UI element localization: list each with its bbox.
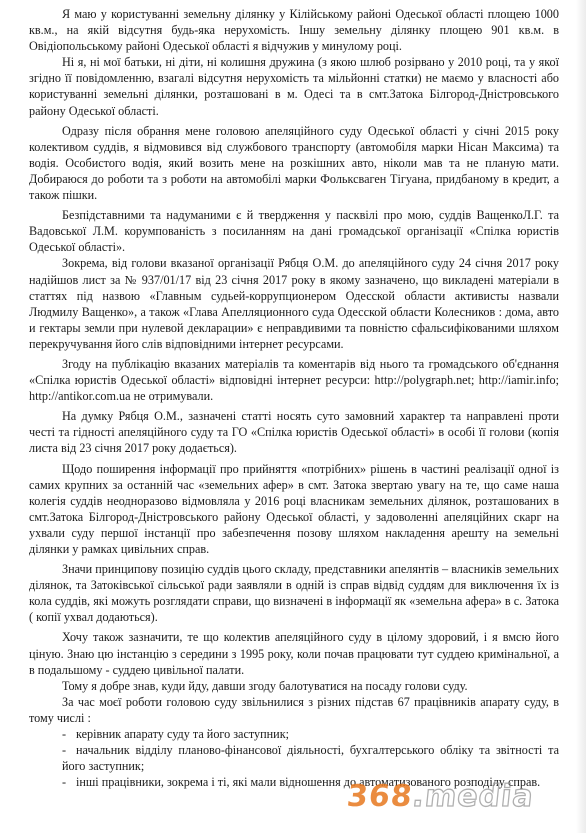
list-item [29,726,559,742]
paragraph-land-plots: Я маю у користуванні земельну ділянку у Кілійському районі Одеської області площею 1000 кв.м., на якій відсутня будь-яка нерухомість. Іншу земельну ділянку площею 901 кв.м. в Овідіопольському районі Одеської області я відчужив у минулому році. [29,7,559,54]
list-bullet: - [62,727,67,742]
list-item [29,774,559,790]
list-item-text: начальник відділу планово-фінансової діяльності, бухгалтерського обліку та звітності та його заступник; [62,743,559,774]
list-item-text: керівник апарату суду та його заступник; [76,727,290,742]
paragraph-ryabets-letter: Зокрема, від голови вказаної організації Рябця О.М. до апеляційного суду 24 січня 2017 року надійшов лист за № 937/01/17 від 23 січня 2017 року в якому зазначено, що викладені матеріали в статтях під назвою «Главным судьей-коррупционером Одесской области активисты назвали Людмилу Ващенко», а також «Глава Апелляционного суда Одесской области Колесников : дома, авто и гектары земли при нулевой декларации» є неправдивими та повністю сфальсифікованими шляхом перекручування його слів відповідними інтернет ресурсами. [29,256,559,351]
list-item-text: інші працівники, зокрема і ті, які мали відношення до автоматизованого розподілу справ. [76,775,541,790]
paragraph-family-property: Ні я, ні мої батьки, ні діти, ні колишня дружина (з якою шлюб розірвано у 2010 році, та у якої згідно її повідомленню, взагалі відсутня нерухомість та мільйонні статки) не маємо у власності або користуванні земельні ділянки, розташовані в м. Одесі та в смт.Затока Білгород-Дністровського району Одеської області. [29,55,559,118]
paragraph-principled-position: Значи принципову позицію суддів цього складу, представники апелянтів – власників земельних ділянок, та Затоківської сільської ради заявляли в одній із справ відвід суддям для виключення їх із кола суддів, які можуть розглядати справи, що визначені в інформації як «земельна афера» в с. Затока ( копії ухвал додаються). [29,562,559,625]
paragraph-court-collective: Хочу також зазначити, те що колектив апеляційного суду в цілому здоровий, і я вмсю його ціную. Знаю цю інстанцію з середини з 1995 року, коли почав працювати тут суддею кримінальної, а в подальшому - суддею цивільної палати. [29,630,559,677]
paragraph-staff-dismissals: За час моєї роботи головою суду звільнилися з різних підстав 67 працівників апарату суду, в тому числі : [29,694,559,725]
list-item [29,742,559,774]
paragraph-publication-consent: Згоду на публікацію вказаних матеріалів та коментарів від нього та громадського об'єднання «Спілка юристів Одеської області» відповідні інтернет ресурси: http://polygraph.net; http://iamir.info; http://antikor.com.ua не отримували. [29,356,559,404]
list-bullet: - [62,743,67,758]
paragraph-custom-articles: На думку Рябця О.М., зазначені статті носять суто замовний характер та направлені проти честі та гідності апеляційного суду та ГО «Спілка юристів Одеської області» в особі її голови (копія листа від 23 січня 2017 року додається). [29,409,559,456]
paragraph-zatoka-decisions: Щодо поширення інформації про прийняття «потрібних» рішень в частині реалізації одної із самих крупних за останній час «земельних афер» в смт. Затока звертаю увагу на те, що саме наша колегія суддів неодноразово відмовляла у 2016 році власникам земельних ділянок, розташованих в смт.Затока Білгород-Дністровського району Одеської області, у задоволенні апеляційних скарг на ухвали суду першої інстанції про забезпечення позову шляхом накладення арешту на земельні ділянки у рамках цивільних справ. [29,461,559,556]
paragraph-chairman-consent: Тому я добре знав, куди йду, давши згоду балотуватися на посаду голови суду. [62,678,468,693]
watermark-number: 368 [345,779,415,814]
watermark-word: .media [410,779,536,814]
scan-shadow-edge [576,0,586,833]
letter-body [29,6,559,790]
list-bullet: - [62,775,67,790]
paragraph-transport: Одразу після обрання мене головою апеляційного суду Одеської області у січні 2015 року колективом суддів, я відмовився від службового транспорту (автомобіля марки Нісан Максима) та водія. Особистого водія, який возить мене на розкішних авто, ніколи мав та не планую мати. Добираюся до роботи та з роботи на автомобілі марки Фольксваген Тігуана, придбаному в кредит, а також пішки. [29,123,559,203]
paragraph-corruption-claims: Безпідставними та надуманими є й твердження у пасквілі про мою, суддів ВащенкоЛ.Г. та Вадовської Л.М. корумпованість з посиланням на дані громадської організації «Спілка юристів Одеської області». [29,208,559,255]
